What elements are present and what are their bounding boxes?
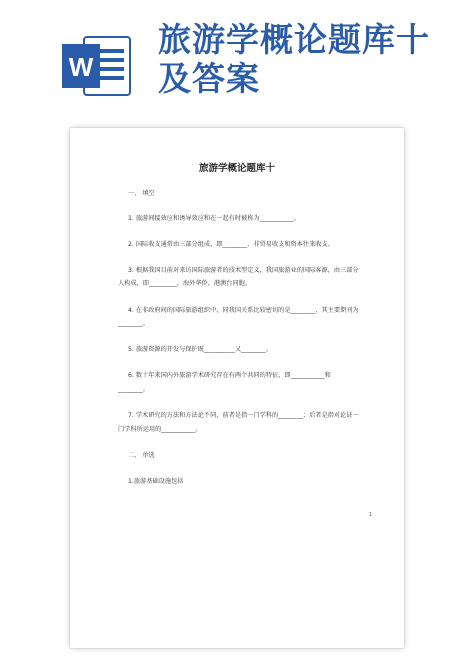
question-line: 2. 国际收支通常由三部分组成，即________、非贸易收支和资本往来收支。 [128, 241, 334, 248]
header-banner [0, 0, 474, 120]
question-line: 3. 根据我国目前对来访国际旅游者的技术型定义，我国旅游业的国际客源，由三部分 [128, 267, 359, 274]
document-heading: 旅游学概论题库十及答案 [158, 20, 430, 98]
question-line: 5. 旅游资源的开发与保护既__________又________。 [128, 346, 272, 353]
document-page [70, 128, 404, 648]
question-line: 4. 在非政府间的国际旅游组织中，同我国关系比较密切的是________，其主要期刊为 [128, 307, 359, 314]
question-line: 1. 旅游间接效应和诱导效应和在一起有时被称为___________。 [128, 215, 300, 222]
question-line: 6. 数十年来国内外旅游学术研究存在有两个共同的特征，即___________和 [128, 372, 331, 379]
section-heading: 二、 单选 [128, 452, 155, 459]
question-line: 1.旅游基础设施包括 [128, 478, 184, 485]
page-number: 1 [368, 512, 372, 518]
question-line: 人构成，即_________，海外华侨，港澳台同胞。 [118, 280, 252, 287]
word-document-icon [62, 35, 132, 97]
page-title: 旅游学概论题库十 [198, 163, 275, 174]
question-line: ________。 [118, 386, 149, 393]
svg-text:W: W [68, 52, 94, 82]
question-line: ________。 [118, 320, 149, 327]
question-line: 7. 学术研究的方法和方法论不同，前者是指一门学科的________；后者是指对论证一 [128, 412, 359, 419]
section-heading: 一、 填空 [128, 190, 155, 197]
question-line: 门学科所运用的___________。 [118, 426, 202, 433]
